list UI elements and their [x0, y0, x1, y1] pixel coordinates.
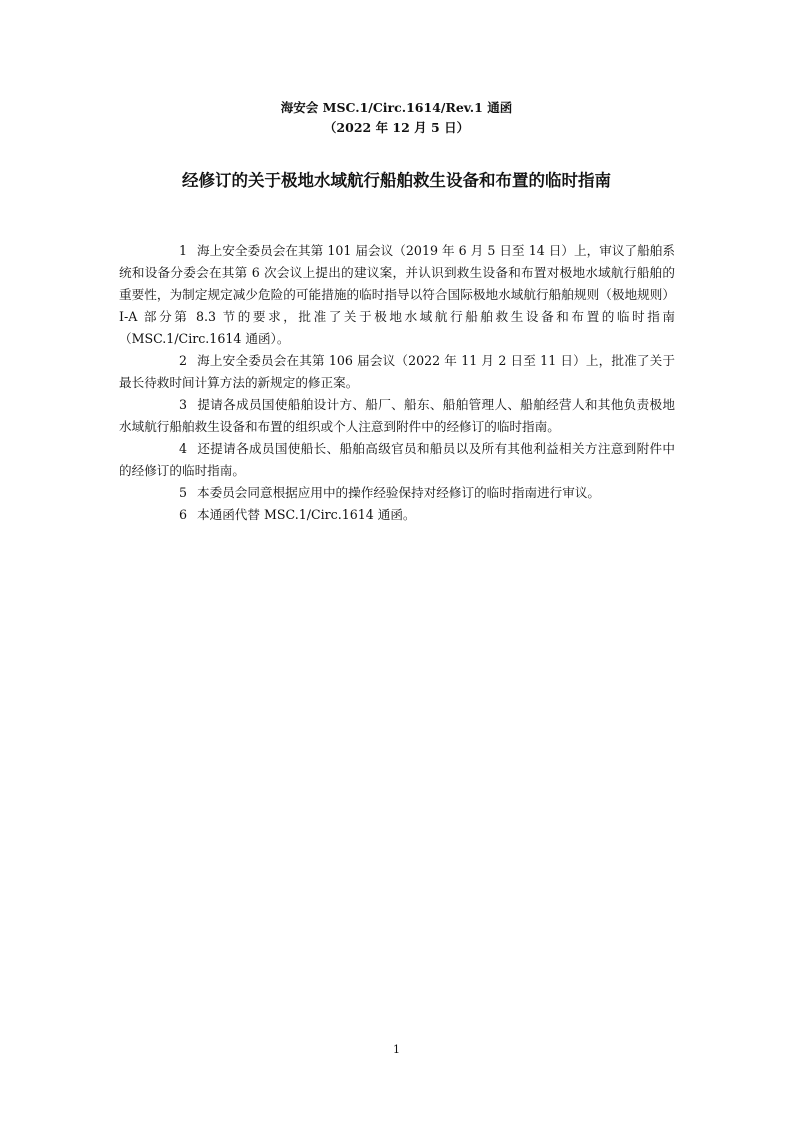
paragraph-text: 本通函代替 MSC.1/Circ.1614 通函。	[197, 507, 416, 522]
circular-header	[0, 98, 793, 138]
paragraph-number: 5	[179, 485, 188, 500]
paragraph-number: 4	[179, 441, 188, 456]
paragraph-number: 2	[179, 353, 188, 368]
circular-reference: 海安会 MSC.1/Circ.1614/Rev.1 通函	[280, 100, 513, 115]
paragraph-number: 3	[179, 397, 188, 412]
page-number: 1	[393, 1043, 400, 1056]
paragraph-number: 1	[179, 243, 188, 258]
paragraph-text: 还提请各成员国使船长、船舶高级官员和船员以及所有其他利益相关方注意到附件中的经修订的临时指南。	[119, 441, 675, 478]
paragraph-text: 提请各成员国使船舶设计方、船厂、船东、船舶管理人、船舶经营人和其他负责极地水域航行船舶救生设备和布置的组织或个人注意到附件中的经修订的临时指南。	[119, 397, 675, 434]
paragraph-4	[119, 438, 675, 482]
document-title: 经修订的关于极地水域航行船舶救生设备和布置的临时指南	[182, 171, 611, 190]
paragraph-3	[119, 394, 675, 438]
paragraph-5	[119, 482, 675, 504]
paragraph-number: 6	[179, 507, 188, 522]
paragraph-1	[119, 240, 675, 350]
paragraph-2	[119, 350, 675, 394]
paragraph-6	[119, 504, 675, 526]
paragraph-text: 本委员会同意根据应用中的操作经验保持对经修订的临时指南进行审议。	[197, 485, 601, 500]
paragraph-text: 海上安全委员会在其第 101 届会议（2019 年 6 月 5 日至 14 日）上，审议了船舶系统和设备分委会在其第 6 次会议上提出的建议案，并认识到救生设备和布置对极地水域航行船舶的重要性，为制定规定减少危险的可能措施的临时指导以符合国际极地水域航行船舶规则（极地规则）I-A 部分第 8.3 节的要求，批准了关于极地水域航行船舶救生设备和布置的临时指南（MSC.1/Circ.1614 通函）。	[119, 243, 675, 346]
document-body	[119, 240, 675, 526]
paragraph-text: 海上安全委员会在其第 106 届会议（2022 年 11 月 2 日至 11 日）上，批准了关于最长待救时间计算方法的新规定的修正案。	[119, 353, 675, 390]
circular-date: （2022 年 12 月 5 日）	[323, 120, 470, 135]
